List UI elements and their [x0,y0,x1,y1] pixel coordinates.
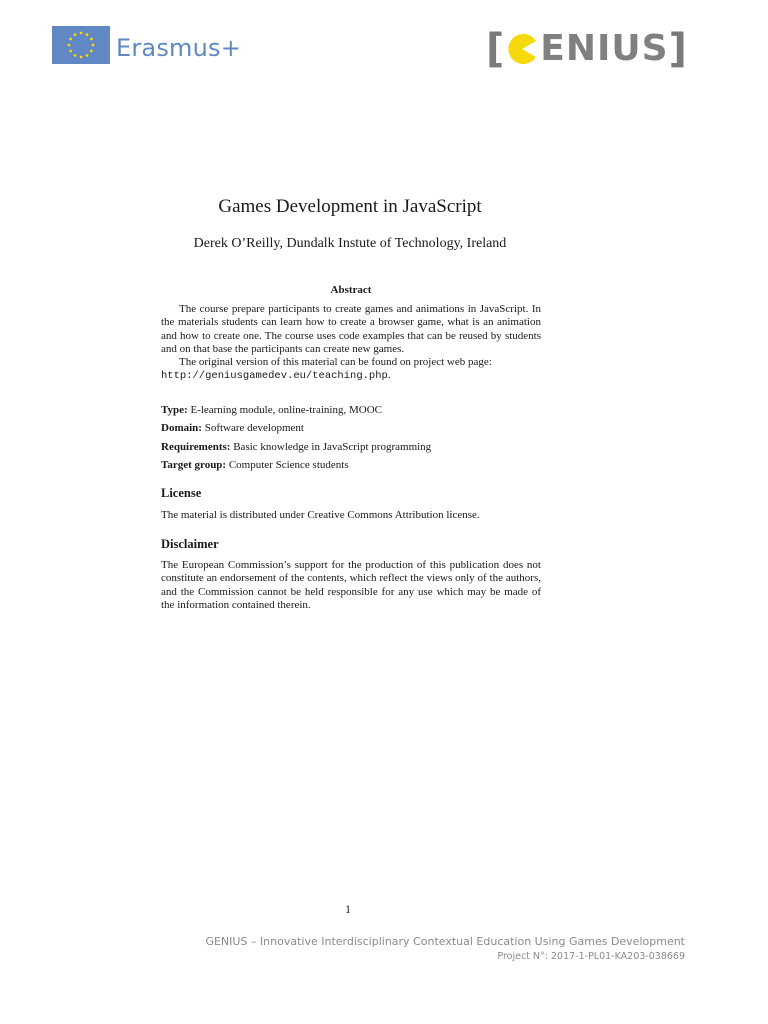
meta-label: Target group: [161,458,227,471]
meta-row-type [161,404,541,417]
genius-open-bracket: [ [486,26,505,72]
pacman-g-icon [506,33,538,65]
abstract-source-text: The original version of this material can be found on project web page: [179,356,492,369]
footer-project-number: Project N°: 2017-1-PL01-KA203-038669 [497,951,685,962]
meta-label: Requirements: [161,440,231,453]
abstract-heading: Abstract [330,284,372,296]
meta-value: Software development [204,422,304,435]
abstract-paragraph-2 [161,356,541,384]
meta-row-requirements [161,441,541,454]
license-text: The material is distributed under Creative Commons Attribution license. [161,509,480,521]
genius-wordmark: ENIUS [540,28,669,69]
disclaimer-heading: Disclaimer [161,537,219,551]
meta-row-domain [161,422,541,435]
project-url-link[interactable]: http://geniusgamedev.eu/teaching.php [161,370,388,383]
erasmus-wordmark: Erasmus+ [116,34,242,62]
meta-value: Computer Science students [228,458,349,471]
license-heading: License [161,486,202,500]
eu-flag-icon [52,26,110,64]
meta-label: Type: [161,404,188,416]
meta-value: E-learning module, online-training, MOOC [190,404,382,416]
erasmus-logo [52,26,241,64]
genius-close-bracket: ] [668,26,687,72]
meta-row-target-group [161,459,541,472]
meta-value: Basic knowledge in JavaScript programming [233,440,432,453]
abstract-body [161,303,541,384]
page-number: 1 [345,902,351,916]
footer-project-title: GENIUS – Innovative Interdisciplinary Contextual Education Using Games Development [205,935,685,948]
document-author: Derek O’Reilly, Dundalk Instute of Technology, Ireland [193,236,507,251]
meta-label: Domain: [161,422,202,435]
abstract-paragraph-1: The course prepare participants to create games and animations in JavaScript. In the materials students can learn how to create a browser game, what is an animation and how to create one. The course uses code examples that can be reused by students and on that base the participants can create new games. [161,303,541,355]
document-title: Games Development in JavaScript [218,196,482,217]
abstract-period: . [387,369,391,382]
disclaimer-text: The European Commission’s support for the production of this publication does not constitute an endorsement of the contents, which reflect the views only of the authors, and the Commission cannot be held responsible for any use which may be made of the information contained therein. [161,559,541,611]
course-meta-list [161,404,541,477]
genius-logo [486,26,687,72]
